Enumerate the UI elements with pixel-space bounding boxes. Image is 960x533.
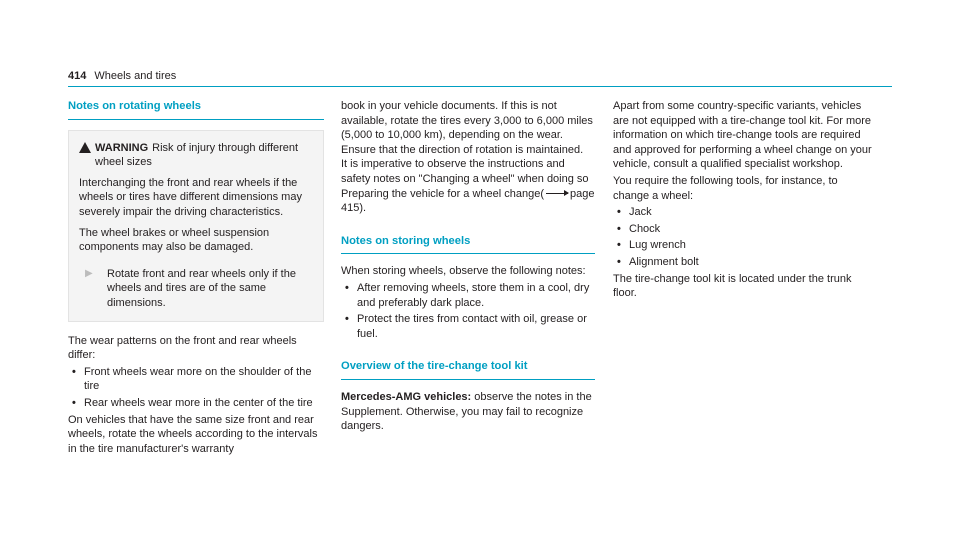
paragraph: When storing wheels, observe the following notes: bbox=[341, 265, 586, 278]
page-number: 414 bbox=[68, 70, 87, 82]
bullet-icon: • bbox=[72, 365, 76, 378]
column-1 bbox=[68, 99, 324, 456]
warning-label: WARNING bbox=[95, 141, 149, 154]
tool-list bbox=[613, 205, 873, 269]
paragraph: On vehicles that have the same size front and rear wheels, rotate the wheels according to the intervals in the tire manufacturer's warranty bbox=[68, 413, 318, 455]
bullet-list bbox=[341, 281, 595, 341]
column-2 bbox=[341, 99, 595, 434]
page-reference-link[interactable]: page 415). bbox=[341, 187, 595, 215]
paragraph: You require the following tools, for instance, to change a wheel: bbox=[613, 174, 838, 202]
paragraph: The tire-change tool kit is located under the trunk floor. bbox=[613, 272, 852, 300]
list-item: • Lug wrench bbox=[613, 238, 873, 253]
warning-box bbox=[68, 130, 324, 322]
warning-headline: Risk of injury through different wheel sizes bbox=[95, 141, 299, 169]
section-title-storing-wheels: Notes on storing wheels bbox=[341, 234, 595, 255]
list-item: • Protect the tires from contact with oil, grease or fuel. bbox=[341, 312, 595, 341]
warning-header bbox=[79, 141, 313, 170]
bullet-icon: • bbox=[345, 281, 349, 294]
list-item: • Chock bbox=[613, 222, 873, 237]
play-arrow-icon: ▶ bbox=[85, 267, 93, 279]
warning-para-1: Interchanging the front and rear wheels if the wheels or tires have different dimensions may severely impair the driving characteristics. bbox=[79, 176, 302, 218]
bullet-icon: • bbox=[72, 396, 76, 409]
warning-triangle-icon bbox=[79, 141, 95, 170]
paragraph: Apart from some country-specific variants, vehicles are not equipped with a tire-change tool kit. For more information on which tire-change tools are required and approved for performing a wheel change on your vehicle, consult a qualified specialist workshop. bbox=[613, 100, 872, 171]
header-divider bbox=[68, 86, 892, 87]
bullet-icon: • bbox=[617, 255, 621, 268]
list-item: • Rear wheels wear more in the center of the tire bbox=[68, 396, 324, 411]
paragraph: The wear patterns on the front and rear wheels differ: bbox=[68, 334, 297, 362]
paragraph-with-reference: It is imperative to observe the instructions and safety notes on "Changing a wheel" when doing so Preparing the vehicle for a wheel change( page 415). bbox=[341, 158, 595, 215]
section-title-rotating-wheels: Notes on rotating wheels bbox=[68, 99, 324, 120]
column-3 bbox=[613, 99, 873, 301]
page-title: Wheels and tires bbox=[94, 70, 177, 82]
section-title-tool-kit: Overview of the tire-change tool kit bbox=[341, 359, 595, 380]
paragraph: book in your vehicle documents. If this is not available, rotate the tires every 3,000 to 6,000 miles (5,000 to 10,000 km), depending on the wear. Ensure that the direction of rotation is maintained. bbox=[341, 100, 593, 156]
bullet-icon: • bbox=[617, 206, 621, 219]
warning-instruction-text: Rotate front and rear wheels only if the wheels and tires are of the same dimensions. bbox=[107, 267, 296, 309]
warning-para-2: The wheel brakes or wheel suspension components may also be damaged. bbox=[79, 226, 270, 254]
list-item: • Jack bbox=[613, 205, 873, 220]
bullet-icon: • bbox=[345, 313, 349, 326]
page-header bbox=[68, 69, 176, 84]
bullet-icon: • bbox=[617, 222, 621, 235]
arrow-right-icon bbox=[546, 193, 568, 194]
list-item: • Alignment bolt bbox=[613, 255, 873, 270]
bullet-list bbox=[68, 365, 324, 411]
warning-instruction bbox=[79, 267, 313, 311]
list-item: • After removing wheels, store them in a cool, dry and preferably dark place. bbox=[341, 281, 595, 310]
bullet-icon: • bbox=[617, 239, 621, 252]
amg-label: Mercedes-AMG vehicles: bbox=[341, 390, 472, 403]
list-item: • Front wheels wear more on the shoulder of the tire bbox=[68, 365, 324, 394]
paragraph: Mercedes-AMG vehicles: observe the notes in the Supplement. Otherwise, you may fail to recognize dangers. bbox=[341, 390, 592, 433]
